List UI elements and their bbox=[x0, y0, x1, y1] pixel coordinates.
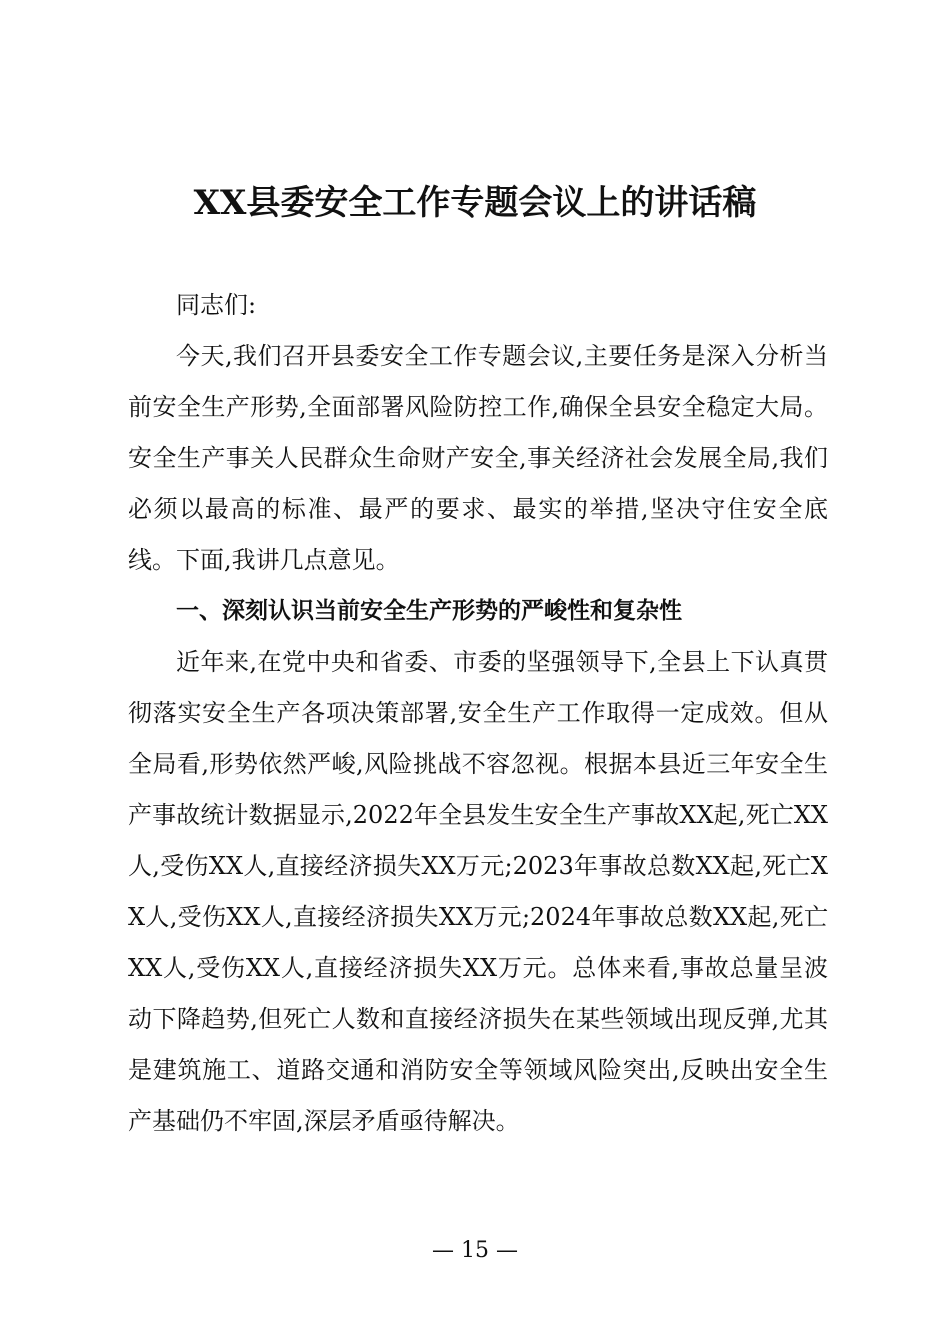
section-paragraph: 近年来,在党中央和省委、市委的坚强领导下,全县上下认真贯彻落实安全生产各项决策部署,安全生产工作取得一定成效。但从全局看,形势依然严峻,风险挑战不容忽视。根据本县近三年安全生产事故统计数据显示,2022年全县发生安全生产事故XX起,死亡XX人,受伤XX人,直接经济损失XX万元;2023年事故总数XX起,死亡XX人,受伤XX人,直接经济损失XX万元;2024年事故总数XX起,死亡XX人,受伤XX人,直接经济损失XX万元。总体来看,事故总量呈波动下降趋势,但死亡人数和直接经济损失在某些领域出现反弹,尤其是建筑施工、道路交通和消防安全等领域风险突出,反映出安全生产基础仍不牢固,深层矛盾亟待解决。 bbox=[128, 648, 828, 1135]
page-number: — 15 — bbox=[432, 1238, 518, 1263]
section-heading: 一、深刻认识当前安全生产形势的严峻性和复杂性 bbox=[176, 598, 682, 624]
salutation: 同志们: bbox=[176, 291, 257, 319]
document-body bbox=[128, 280, 828, 1147]
intro-paragraph: 今天,我们召开县委安全工作专题会议,主要任务是深入分析当前安全生产形势,全面部署风险防控工作,确保全县安全稳定大局。安全生产事关人民群众生命财产安全,事关经济社会发展全局,我们必须以最高的标准、最严的要求、最实的举措,坚决守住安全底线。下面,我讲几点意见。 bbox=[128, 342, 828, 574]
document-title: XX县委安全工作专题会议上的讲话稿 bbox=[193, 183, 757, 223]
